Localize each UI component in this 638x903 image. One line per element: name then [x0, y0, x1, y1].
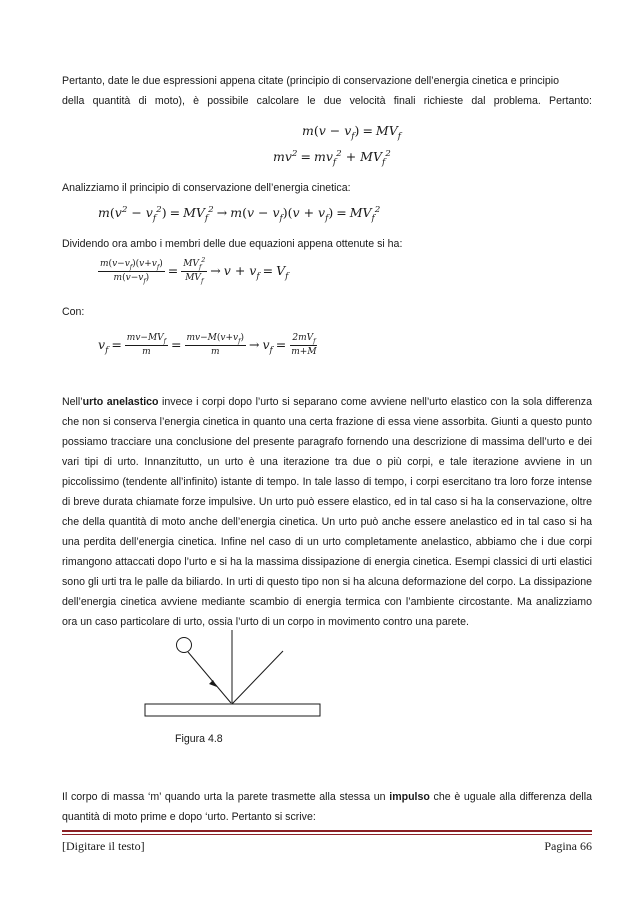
footer-placeholder-text[interactable]: [Digitare il testo]: [62, 839, 145, 853]
equation-energy: $mv^2 = mv_f^2 + MV_f^2$: [273, 148, 391, 168]
wall-rectangle: [145, 704, 320, 716]
reflected-path-line: [232, 651, 283, 704]
paragraph-energy: Analizziamo il principio di conservazione dell’energia cinetica:: [62, 182, 351, 194]
paragraph-inelastic-body: invece i corpi dopo l’urto si separano come avviene nell’urto elastico con la sola differenza che non si conserva l’energia cinetica in quanto una certa frazione di essa viene assorbita. Giunti a questo punto possiamo tracciare una conclusione del presente paragrafo fornendo una descrizione di massima dell’urto e dei vari tipi di urto. Innanzitutto, un urto è una iterazione tra due o più corpi, e tale iterazione avviene in un piccolissimo (tendente all’infinito) istante di tempo. In tale lasso di tempo, i corpi esercitano tra loro forze intense di breve durata chiamate forze impulsive. Un urto può essere elastico, ed in tal caso si ha la conservazione, oltre che della quantità di moto anche dell’energia cinetica. Un urto può anche essere anelastico ed in tal caso si ha una perdita dell’energia cinetica. Infine nel caso di un urto completamente anelastico, abbiamo che i due corpi rimangono attaccati dopo l’urto e si ha la massima dissipazione di energia cinetica. Esempi classici di urti elastici sono gli urti tra le palle da biliardo. In urti di questo tipo non si ha alcuna deformazione del corpo. La dissipazione dell’energia cinetica avviene mediante scambio di energia termica con l’ambiente circostante. Ma analizziamo ora un caso particolare di urto, ossia l’urto di un corpo in movimento contro una parete.: [62, 396, 592, 628]
paragraph-intro-line1: Pertanto, date le due espressioni appena citate (principio di conservazione dell’energia cinetica e principio: [62, 75, 560, 87]
paragraph-impulse: [62, 787, 592, 827]
paragraph-inelastic-intro: Nell’: [62, 396, 83, 408]
paragraph-dividing: Dividendo ora ambo i membri delle due equazioni appena ottenute si ha:: [62, 238, 403, 250]
equation-momentum: $m(v - v_f) = MV_f$: [302, 123, 401, 142]
equation-energy-factored: $m(v^2 - v_f^2) = MV_f^2 \to m(v - v_f)(v + v_f) = MV_f^2$: [98, 204, 381, 224]
incident-arrowhead: [209, 680, 217, 687]
paragraph-impulse-intro: Il corpo di massa ‘m’ quando urta la parete trasmette alla stessa un: [62, 791, 390, 803]
footer-rule-thin: [62, 834, 592, 835]
incident-path-line: [188, 652, 231, 703]
term-urto-anelastico: urto anelastico: [82, 396, 159, 408]
equation-division: $\frac{m(v-v_f)(v+v_f)}{m(v-v_f)}$ = $\frac{MV_f^2}{MV_f}$ → $v + v_f = V_f$: [100, 257, 289, 285]
term-impulso: impulso: [389, 791, 430, 803]
ball-shape: [177, 638, 192, 653]
footer-page-number: Pagina 66: [544, 839, 592, 853]
figure-caption: Figura 4.8: [175, 733, 223, 745]
paragraph-intro-line2: della quantità di moto), è possibile calcolare le due velocità finali richieste dal problema. Pertanto:: [62, 95, 592, 107]
paragraph-con: Con:: [62, 306, 85, 318]
footer-rule-thick: [62, 830, 592, 832]
equation-final-velocity: $v_f$ = $\frac{mv-MV_f}{m}$ = $\frac{mv-M(v+v_f)}{m}$ → $v_f$ = $\frac{2mV_f}{m+M}$: [98, 333, 317, 357]
paragraph-impulse-body: che è uguale alla differenza della quantità di moto prime e dopo ‘urto. Pertanto si scrive:: [62, 791, 592, 823]
